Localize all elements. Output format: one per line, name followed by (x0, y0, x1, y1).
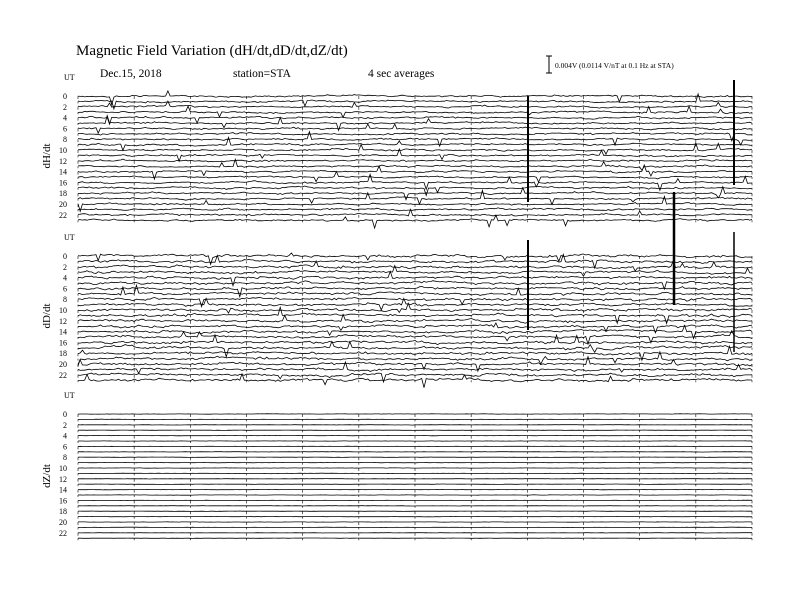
panel-ylabel: dZ/dt (41, 464, 53, 488)
hour-label: 4 (63, 113, 67, 123)
hour-label: 12 (59, 316, 67, 326)
hour-label: 16 (59, 496, 67, 506)
hour-label: 18 (59, 507, 67, 517)
hour-label: 20 (59, 200, 67, 209)
hour-label: 18 (59, 189, 67, 199)
figure-title: Magnetic Field Variation (dH/dt,dD/dt,dZ/dt) (76, 43, 348, 59)
hour-label: 0 (63, 252, 67, 261)
hour-label: 8 (63, 453, 67, 463)
hour-label: 14 (59, 485, 67, 495)
hour-label: 22 (59, 528, 67, 538)
hour-label: 8 (63, 135, 67, 145)
hour-label: 6 (63, 442, 67, 452)
hour-label: 12 (59, 474, 67, 484)
hour-label: 14 (59, 327, 67, 337)
panel-dZ-dt (41, 391, 752, 540)
hour-label: 10 (59, 306, 67, 315)
hour-label: 6 (63, 124, 67, 134)
hour-label: 20 (59, 518, 67, 527)
hour-label: 10 (59, 146, 67, 155)
averaging-label: 4 sec averages (368, 68, 435, 80)
hour-label: 4 (63, 273, 67, 283)
hour-label: 10 (59, 464, 67, 473)
hour-label: 6 (63, 284, 67, 294)
hour-label: 20 (59, 360, 67, 369)
panel-dH-dt (41, 73, 752, 228)
hour-label: 2 (63, 262, 67, 272)
station-label: station=STA (233, 68, 291, 80)
hour-label: 2 (63, 102, 67, 112)
hour-label: 18 (59, 349, 67, 359)
date-label: Dec.15, 2018 (100, 68, 162, 80)
panel-dD-dt (41, 192, 752, 388)
hour-label: 16 (59, 338, 67, 348)
hour-label: 22 (59, 370, 67, 380)
ut-label: UT (64, 391, 75, 400)
scale-note: 0.004V (0.0114 V/nT at 0.1 Hz at STA) (555, 61, 674, 70)
hour-label: 16 (59, 178, 67, 188)
hour-label: 0 (63, 92, 67, 101)
hour-label: 22 (59, 210, 67, 220)
hour-label: 8 (63, 295, 67, 305)
hour-label: 12 (59, 156, 67, 166)
panel-ylabel: dH/dt (41, 143, 53, 169)
panels (41, 73, 752, 540)
scale-bar (546, 56, 552, 73)
hour-label: 0 (63, 410, 67, 419)
hour-label: 2 (63, 420, 67, 430)
hour-label: 14 (59, 167, 67, 177)
panel-ylabel: dD/dt (41, 303, 53, 329)
hour-label: 4 (63, 431, 67, 441)
ut-label: UT (64, 233, 75, 242)
ut-label: UT (64, 73, 75, 82)
